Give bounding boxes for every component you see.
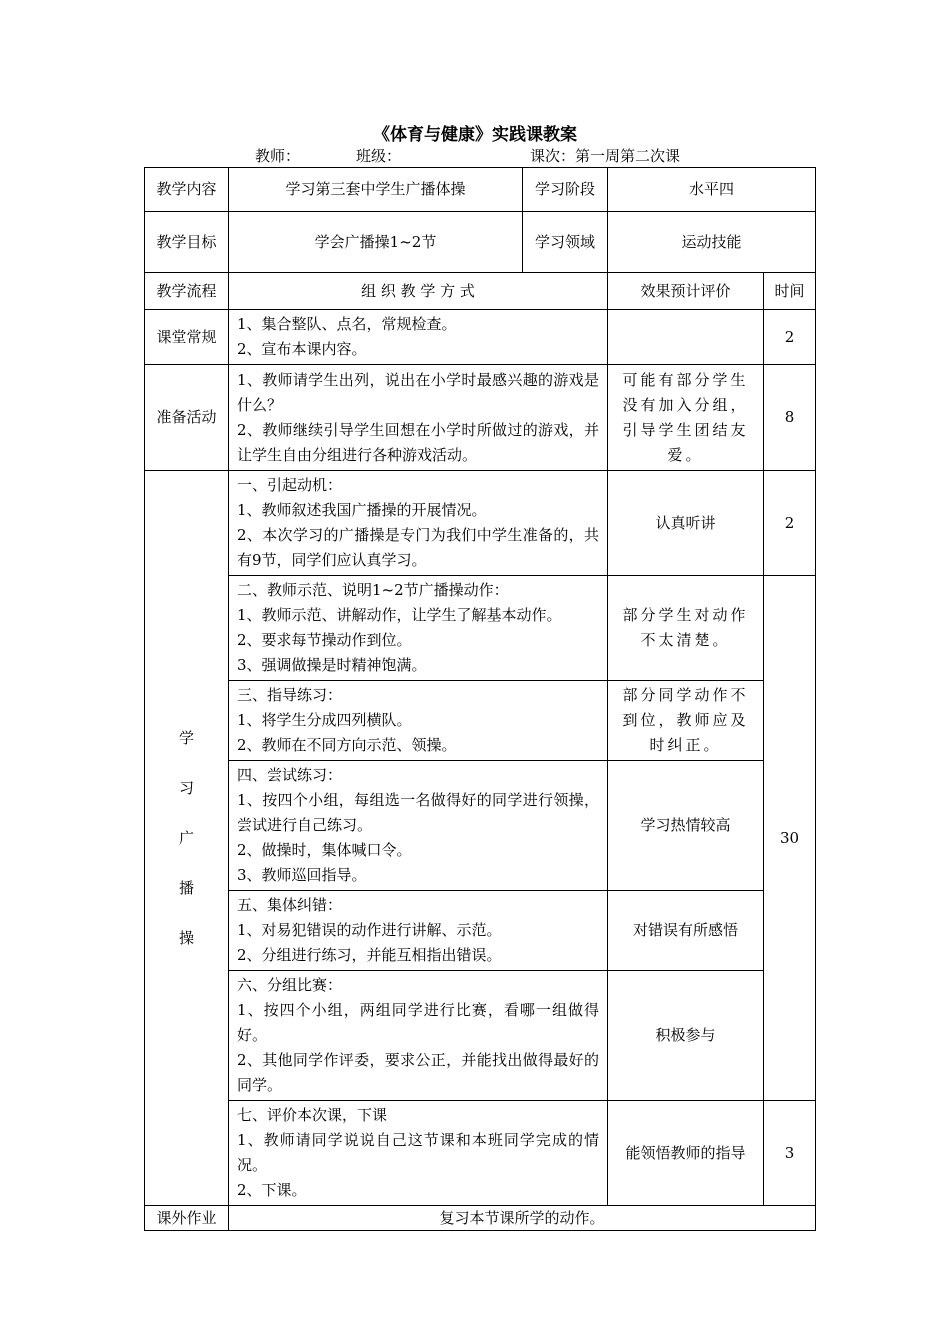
goal-label: 教学目标 <box>145 212 229 273</box>
study-method-7 <box>229 1101 608 1206</box>
routine-line: 2、宣布本课内容。 <box>237 340 367 358</box>
study-eval-5: 对错误有所感悟 <box>608 891 764 971</box>
study-row-3 <box>145 681 816 761</box>
study-row-7 <box>145 1101 816 1206</box>
method-line: 2、其他同学作评委，要求公正，并能找出做得最好的同学。 <box>237 1051 599 1094</box>
study-label-char: 习 <box>178 779 194 797</box>
goal-value: 学会广播操1~2节 <box>229 212 523 273</box>
stage-value: 水平四 <box>608 168 816 212</box>
teacher-label: 教师： <box>255 147 301 165</box>
method-line: 1、教师示范、讲解动作，让学生了解基本动作。 <box>237 606 562 624</box>
method-line: 1、按四个小组，每组选一名做得好的同学进行领操，尝试进行自己练习。 <box>237 791 599 834</box>
content-row <box>145 168 816 212</box>
method-line: 2、下课。 <box>237 1181 307 1199</box>
study-eval-7: 能领悟教师的指导 <box>608 1101 764 1206</box>
lesson-label: 课次：第一周第二次课 <box>530 147 681 165</box>
study-label <box>145 471 229 1206</box>
routine-label: 课堂常规 <box>145 310 229 365</box>
study-row-1 <box>145 471 816 576</box>
domain-label: 学习领域 <box>523 212 608 273</box>
content-label: 教学内容 <box>145 168 229 212</box>
class-label: 班级： <box>356 147 402 165</box>
study-method-5 <box>229 891 608 971</box>
study-eval-1: 认真听讲 <box>608 471 764 576</box>
study-method-6 <box>229 971 608 1101</box>
flow-header: 教学流程 <box>145 273 229 310</box>
study-eval-6: 积极参与 <box>608 971 764 1101</box>
study-label-char: 学 <box>178 729 194 747</box>
study-label-char: 操 <box>178 929 194 947</box>
study-eval-4: 学习热情较高 <box>608 761 764 891</box>
study-method-3 <box>229 681 608 761</box>
method-line: 三、指导练习： <box>237 686 343 704</box>
study-eval-2: 部分学生对动作不太清楚。 <box>608 576 764 681</box>
method-line: 3、强调做操是时精神饱满。 <box>237 656 427 674</box>
method-line: 一、引起动机： <box>237 476 343 494</box>
method-line: 2、要求每节操动作到位。 <box>237 631 412 649</box>
homework-value: 复习本节课所学的动作。 <box>229 1206 816 1231</box>
study-time-1: 2 <box>764 471 816 576</box>
homework-label: 课外作业 <box>145 1206 229 1231</box>
method-line: 2、分组进行练习，并能互相指出错误。 <box>237 946 502 964</box>
warmup-line: 1、教师请学生出列，说出在小学时最感兴趣的游戏是什么？ <box>237 370 599 414</box>
domain-value: 运动技能 <box>608 212 816 273</box>
routine-eval <box>608 310 764 365</box>
content-value: 学习第三套中学生广播体操 <box>229 168 523 212</box>
homework-row <box>145 1206 816 1231</box>
study-method-4 <box>229 761 608 891</box>
method-line: 四、尝试练习： <box>237 766 343 784</box>
study-method-1 <box>229 471 608 576</box>
column-header-row <box>145 273 816 310</box>
eval-header: 效果预计评价 <box>608 273 764 310</box>
routine-line: 1、集合整队、点名，常规检查。 <box>237 315 457 333</box>
method-line: 五、集体纠错： <box>237 896 343 914</box>
method-line: 1、对易犯错误的动作进行讲解、示范。 <box>237 921 502 939</box>
study-eval-3: 部分同学动作不到位，教师应及时纠正。 <box>608 681 764 761</box>
goal-row <box>145 212 816 273</box>
warmup-eval: 可能有部分学生没有加入分组，引导学生团结友爱。 <box>608 365 764 471</box>
method-line: 二、教师示范、说明1~2节广播操动作： <box>237 581 509 599</box>
document-title: 《体育与健康》实践课教案 <box>373 125 577 145</box>
method-line: 2、做操时，集体喊口令。 <box>237 841 412 859</box>
study-row-4 <box>145 761 816 891</box>
method-line: 3、教师巡回指导。 <box>237 866 367 884</box>
study-label-char: 广 <box>178 829 194 847</box>
method-line: 六、分组比赛： <box>237 976 343 994</box>
study-row-2 <box>145 576 816 681</box>
routine-time: 2 <box>764 310 816 365</box>
method-line: 七、评价本次课，下课 <box>237 1106 388 1124</box>
study-row-5 <box>145 891 816 971</box>
warmup-row <box>145 365 816 471</box>
time-header: 时间 <box>764 273 816 310</box>
study-row-6 <box>145 971 816 1101</box>
study-time-2: 30 <box>764 576 816 1101</box>
method-line: 1、将学生分成四列横队。 <box>237 711 412 729</box>
warmup-label: 准备活动 <box>145 365 229 471</box>
method-header: 组 织 教 学 方 式 <box>229 273 608 310</box>
method-line: 2、教师在不同方向示范、领操。 <box>237 736 457 754</box>
method-line: 1、教师叙述我国广播操的开展情况。 <box>237 501 487 519</box>
study-time-7: 3 <box>764 1101 816 1206</box>
lesson-plan-table <box>144 167 816 1231</box>
method-line: 2、本次学习的广播操是专门为我们中学生准备的，共有9节，同学们应认真学习。 <box>237 526 599 569</box>
method-line: 1、教师请同学说说自己这节课和本班同学完成的情况。 <box>237 1131 599 1174</box>
routine-row <box>145 310 816 365</box>
warmup-time: 8 <box>764 365 816 471</box>
stage-label: 学习阶段 <box>523 168 608 212</box>
study-label-char: 播 <box>178 879 194 897</box>
warmup-method <box>229 365 608 471</box>
warmup-line: 2、教师继续引导学生回想在小学时所做过的游戏，并让学生自由分组进行各种游戏活动。 <box>237 420 599 464</box>
study-method-2 <box>229 576 608 681</box>
method-line: 1、按四个小组，两组同学进行比赛，看哪一组做得好。 <box>237 1001 599 1044</box>
routine-method <box>229 310 608 365</box>
